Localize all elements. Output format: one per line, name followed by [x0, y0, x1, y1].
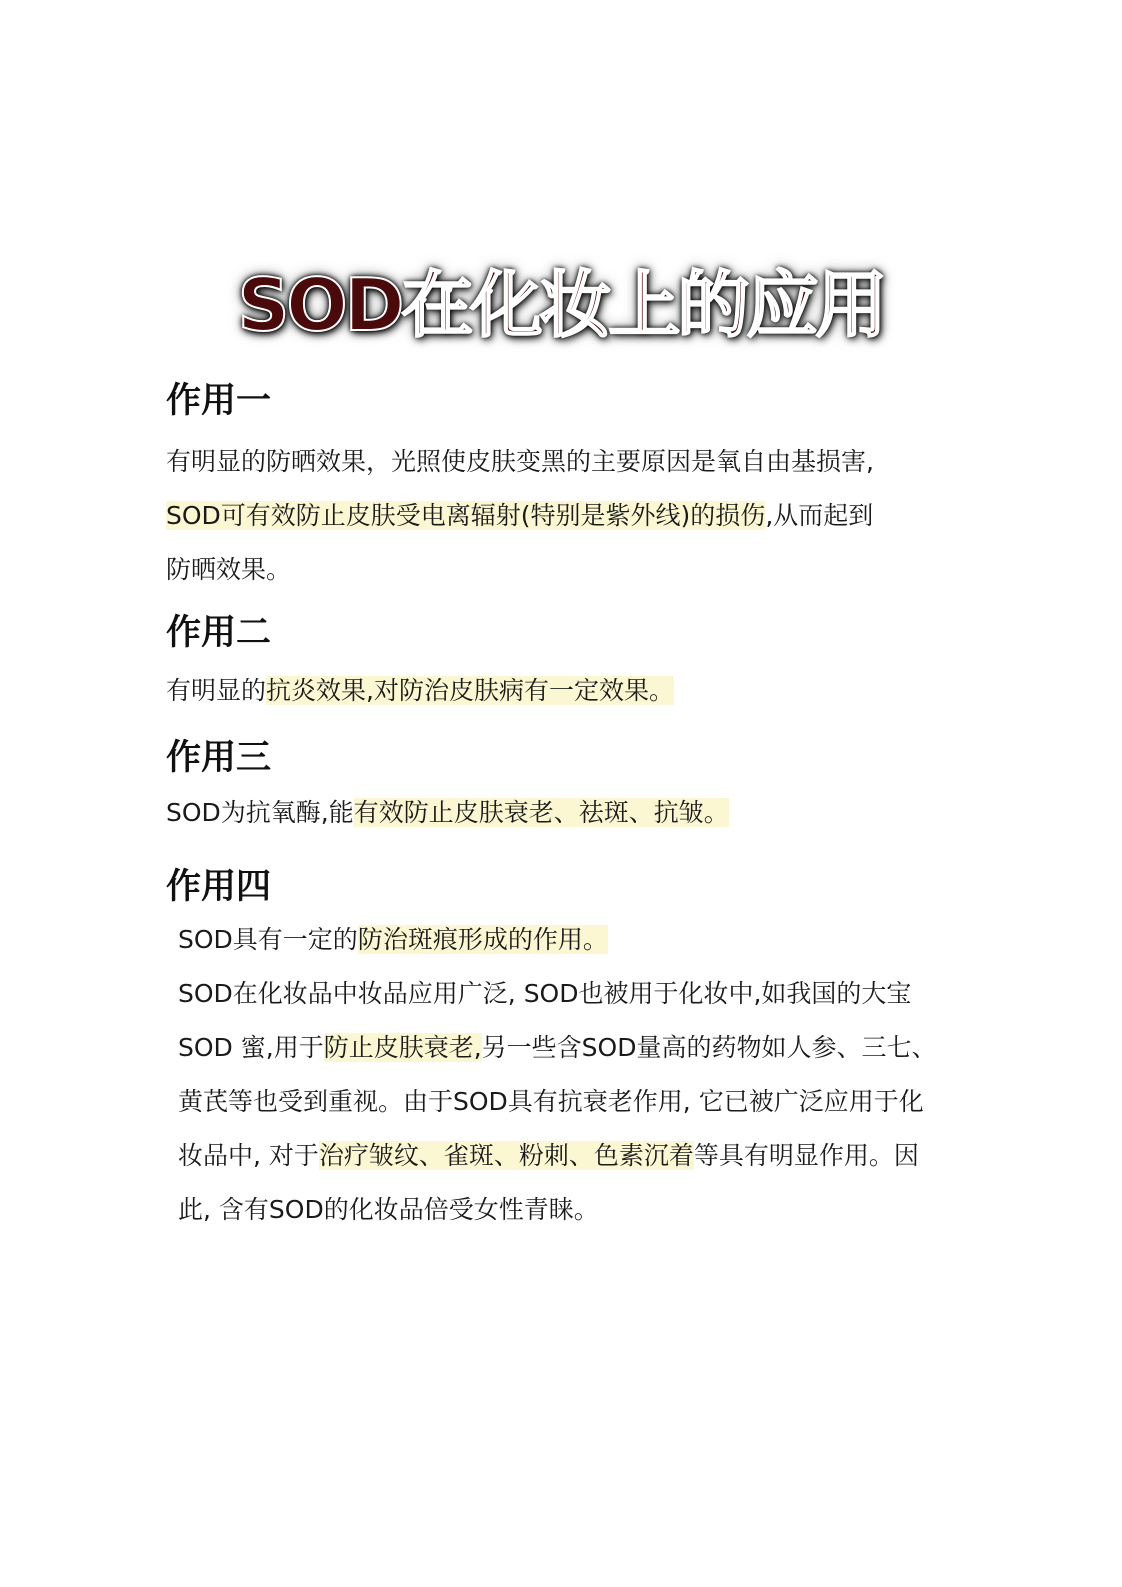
- section-heading-2: 作用二: [166, 613, 272, 653]
- text-line: 有明显的防晒效果，光照使皮肤变黑的主要原因是氧自由基损害,: [166, 447, 874, 476]
- section-body-3: [166, 786, 729, 840]
- highlight: SOD可有效防止皮肤受电离辐射(特别是紫外线)的损伤: [166, 501, 766, 530]
- section-heading-4: 作用四: [166, 867, 272, 907]
- text-line: 有明显的抗炎效果,对防治皮肤病有一定效果。: [166, 676, 674, 705]
- text-line: 黄芪等也受到重视。由于SOD具有抗衰老作用, 它已被广泛应用于化: [178, 1087, 924, 1116]
- highlight: 抗炎效果,对防治皮肤病有一定效果。: [266, 676, 674, 705]
- page-title: SOD在化妆上的应用: [237, 263, 885, 347]
- text-line: SOD在化妆品中妆品应用广泛, SOD也被用于化妆中,如我国的大宝: [178, 979, 912, 1008]
- section-body-1: [166, 435, 874, 597]
- text-line: 防晒效果。: [166, 555, 292, 584]
- text-line: 此, 含有SOD的化妆品倍受女性青睐。: [178, 1195, 599, 1224]
- text-line: SOD为抗氧酶,能有效防止皮肤衰老、祛斑、抗皱。: [166, 798, 729, 827]
- section-body-2: [166, 664, 674, 718]
- highlight: 有效防止皮肤衰老、祛斑、抗皱。: [353, 798, 729, 827]
- text-line: SOD 蜜,用于防止皮肤衰老,另一些含SOD量高的药物如人参、三七、: [178, 1033, 937, 1062]
- section-heading-1: 作用一: [166, 381, 272, 421]
- text-line: 妆品中, 对于治疗皱纹、雀斑、粉刺、色素沉着等具有明显作用。因: [178, 1141, 919, 1170]
- section-body-4: [178, 913, 936, 1237]
- highlight: 防治斑痕形成的作用。: [357, 925, 608, 954]
- text-line: SOD可有效防止皮肤受电离辐射(特别是紫外线)的损伤,从而起到: [166, 501, 874, 530]
- section-heading-3: 作用三: [166, 738, 272, 778]
- text-line: SOD具有一定的防治斑痕形成的作用。: [178, 925, 608, 954]
- highlight: 治疗皱纹、雀斑、粉刺、色素沉着: [318, 1141, 694, 1170]
- highlight: 防止皮肤衰老,: [323, 1033, 482, 1062]
